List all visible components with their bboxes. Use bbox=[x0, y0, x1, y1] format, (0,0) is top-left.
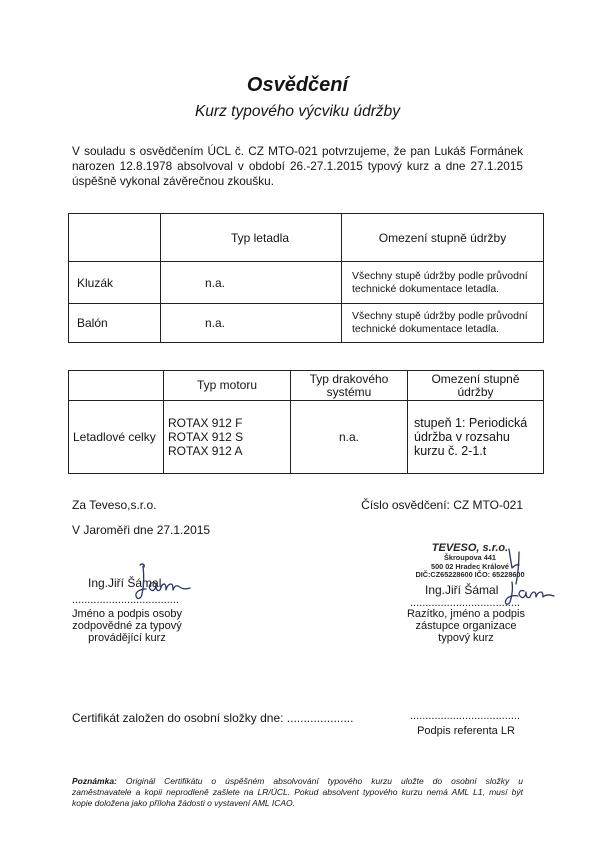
document-title: Osvědčení bbox=[246, 74, 349, 96]
caption-line: zástupce organizace bbox=[415, 620, 517, 632]
representative-caption bbox=[401, 608, 531, 644]
header-engine-type: Typ motoru bbox=[164, 371, 291, 401]
cell-line: údržba v rozsahu bbox=[414, 430, 510, 444]
cell-line: technické dokumentace letadla. bbox=[352, 282, 500, 295]
responsible-person-name: Ing.Jiří Šámal bbox=[88, 576, 162, 590]
table-header-row bbox=[69, 214, 544, 262]
note-text: Originál Certifikátu o úspěšném absolvování typového kurzu uložte do osobní složky u bbox=[125, 776, 523, 786]
dotted-signature-line: .................................... bbox=[410, 597, 521, 609]
category-cell: Balón bbox=[69, 304, 161, 343]
note-label: Poznámka: bbox=[72, 776, 117, 786]
caption-line: provádějící kurz bbox=[88, 632, 166, 644]
cell-line: stupeň 1: Periodická bbox=[414, 416, 528, 430]
representative-name: Ing.Jiří Šámal bbox=[425, 583, 499, 597]
stamp-ids: DIČ:CZ65228600 IČO: 65228600 bbox=[415, 570, 525, 579]
note-line: kopie doložena jako příloha žádosti o vystavení AML ICAO. bbox=[72, 798, 296, 808]
intro-paragraph bbox=[72, 144, 523, 189]
cell-line: kurzu č. 2-1.t bbox=[414, 444, 487, 458]
stamp-city: 500 02 Hradec Králové bbox=[431, 561, 509, 571]
intro-line: V souladu s osvědčením ÚCL č. CZ MTO-021 potvrzujeme, že pan Lukáš Formánek bbox=[72, 144, 523, 158]
cell-line: Všechny stupě údržby podle průvodní bbox=[352, 310, 528, 322]
caption-line: Jméno a podpis osoby bbox=[71, 608, 183, 620]
component-type-table bbox=[68, 370, 544, 474]
place-and-date: V Jaroměři dne 27.1.2015 bbox=[72, 523, 211, 537]
caption-line: Podpis referenta LR bbox=[417, 725, 515, 737]
caption-line: typový kurz bbox=[438, 632, 494, 644]
stamp-street: Škroupova 441 bbox=[444, 553, 496, 562]
aircraft-type-cell: n.a. bbox=[161, 262, 342, 304]
airframe-system-cell: n.a. bbox=[291, 401, 408, 474]
header-line: Typ drakového bbox=[309, 371, 389, 386]
referent-caption bbox=[401, 725, 531, 737]
aircraft-type-table bbox=[68, 213, 544, 343]
header-line: systému bbox=[326, 384, 372, 399]
caption-line: zodpovědné za typový bbox=[72, 620, 182, 632]
table-row bbox=[69, 304, 544, 343]
dotted-signature-line: .................................... bbox=[410, 710, 521, 722]
header-maintenance-limit: Omezení stupně údržby bbox=[342, 214, 544, 262]
filing-date-line: Certifikát založen do osobní složky dne: .................... bbox=[72, 711, 354, 725]
caption-line: Razítko, jméno a podpis bbox=[406, 608, 525, 620]
cell-line: ROTAX 912 A bbox=[168, 444, 243, 458]
cell-line: ROTAX 912 F bbox=[168, 416, 243, 430]
maintenance-limit-cell bbox=[342, 262, 544, 304]
maintenance-limit-cell bbox=[342, 304, 544, 343]
responsible-person-caption bbox=[62, 608, 192, 644]
engine-type-cell bbox=[164, 401, 291, 474]
intro-line: úspěšně vykonal závěrečnou zkoušku. bbox=[72, 174, 274, 188]
intro-line: narozen 12.8.1978 absolvoval v období 26.-27.1.2015 typový kurz a dne 27.1.2015 bbox=[72, 159, 523, 173]
table-row bbox=[69, 401, 544, 474]
table-header-row bbox=[69, 371, 544, 401]
note-line: zaměstnavatele a kopii neprodleně zašlete na LR/ÚCL. Pokud absolvent typového kurzu nemá AML L1, musí být bbox=[72, 787, 523, 797]
header-airframe-system bbox=[291, 371, 408, 401]
document-subtitle: Kurz typového výcviku údržby bbox=[194, 103, 401, 120]
header-cell-blank bbox=[69, 371, 164, 401]
cell-line: Všechny stupě údržby podle průvodní bbox=[352, 269, 528, 282]
stamp-company: TEVESO, s.r.o. bbox=[431, 542, 509, 554]
header-maintenance-limit bbox=[408, 371, 544, 401]
maintenance-limit-cell bbox=[408, 401, 544, 474]
cell-line: technické dokumentace letadla. bbox=[352, 323, 500, 335]
category-cell: Kluzák bbox=[69, 262, 161, 304]
issuer-line: Za Teveso,s.r.o. bbox=[72, 498, 157, 512]
aircraft-type-cell: n.a. bbox=[161, 304, 342, 343]
header-line: údržby bbox=[457, 384, 494, 399]
header-line: Omezení stupně bbox=[431, 371, 520, 386]
note-line bbox=[72, 776, 523, 787]
certificate-number: Číslo osvědčení: CZ MTO-021 bbox=[361, 498, 523, 512]
cell-line: ROTAX 912 S bbox=[168, 430, 244, 444]
footer-note bbox=[72, 776, 523, 809]
header-aircraft-type: Typ letadla bbox=[161, 214, 342, 262]
dotted-signature-line: ................................... bbox=[72, 594, 179, 606]
category-cell: Letadlové celky bbox=[69, 401, 164, 474]
header-cell-blank bbox=[69, 214, 161, 262]
table-row bbox=[69, 262, 544, 304]
